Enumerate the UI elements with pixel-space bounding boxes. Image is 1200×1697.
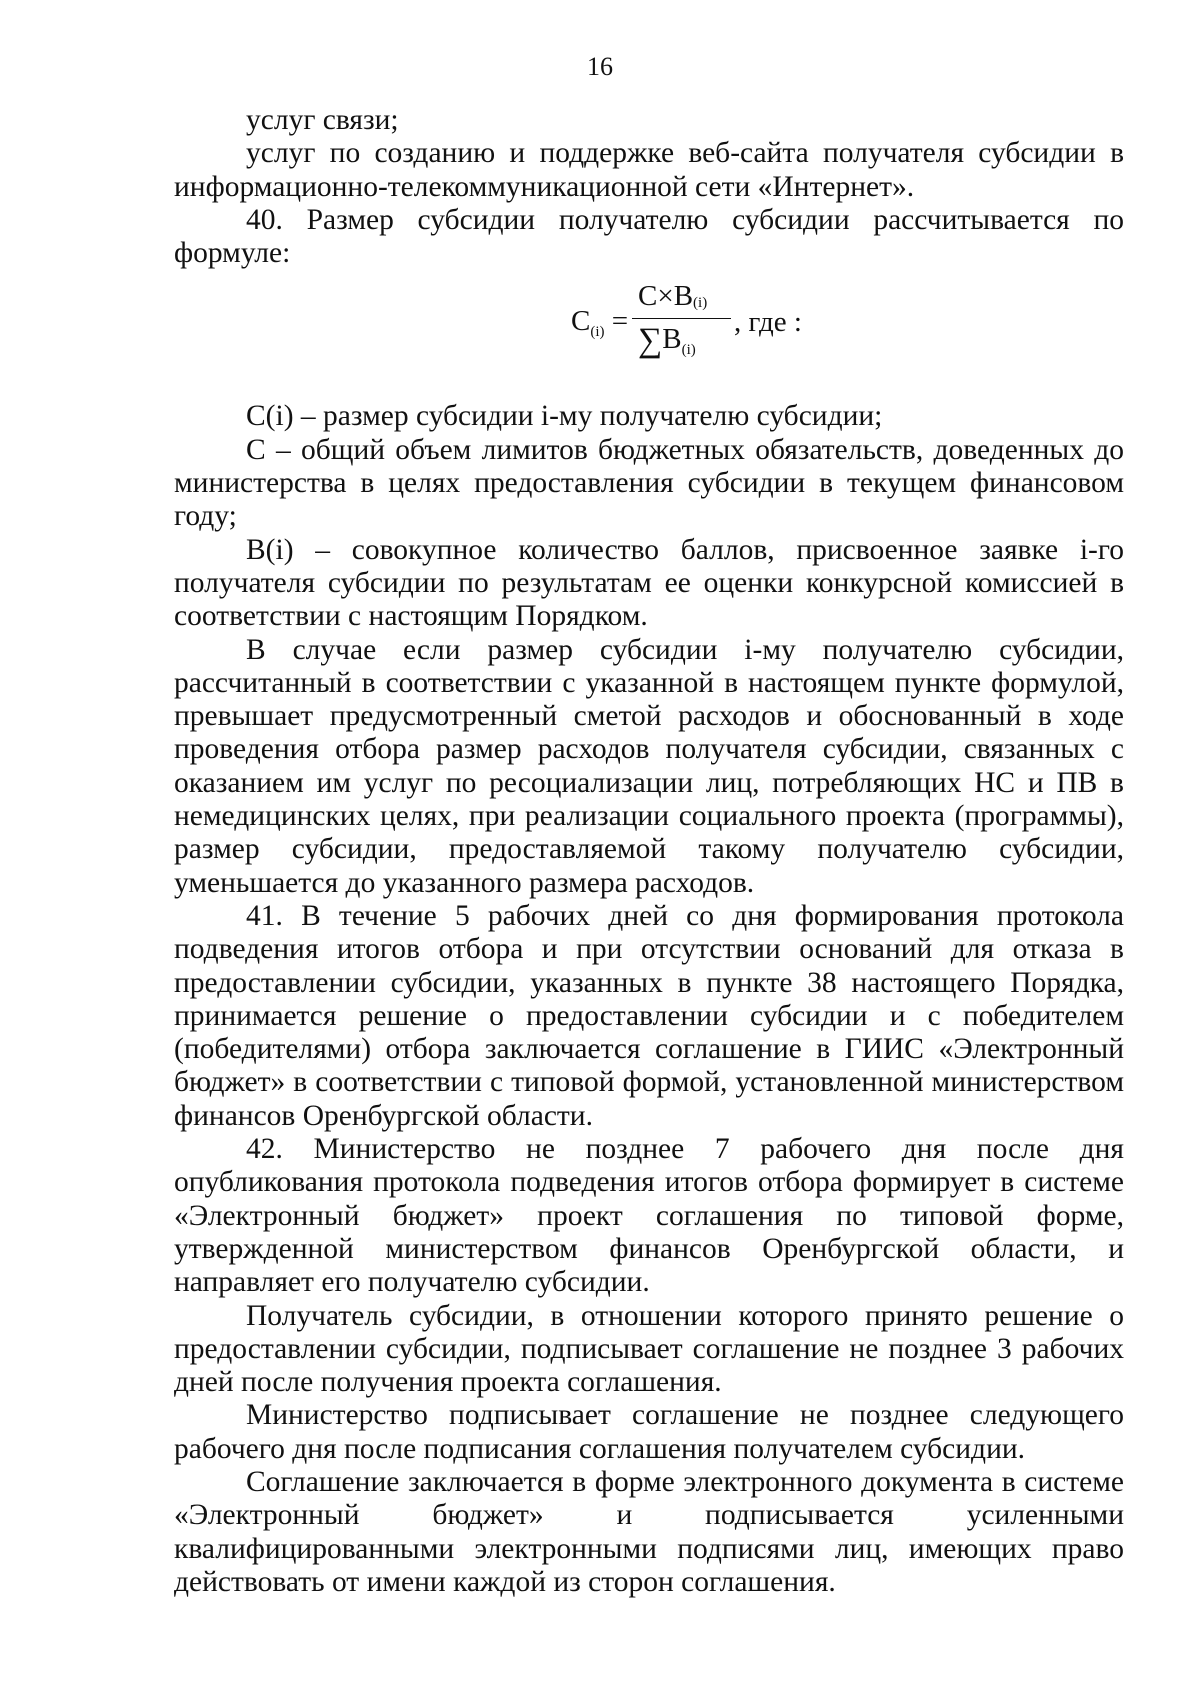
paragraph: C(i) – размер субсидии i-му получателю субсидии;: [246, 400, 883, 433]
paragraph: услуг связи;: [246, 104, 399, 136]
formula-numerator: [638, 281, 707, 316]
formula-equals: =: [611, 305, 629, 338]
paragraph: услуг по созданию и поддержке веб-сайта получателя субсидии в информационно-телекоммуникационной сети «Интернет».: [174, 137, 1124, 203]
formula-denominator-text: B: [662, 323, 682, 356]
formula-denominator: [638, 323, 696, 359]
formula-where: , где :: [734, 306, 802, 339]
formula-numerator-subscript: (i): [693, 295, 708, 312]
paragraph: Получатель субсидии, в отношении которого принято решение о предоставлении субсидии, подписывает соглашение не позднее 3 рабочих дней после получения проекта соглашения.: [174, 1299, 1124, 1399]
page-number: 16: [587, 52, 613, 81]
subsidy-formula: [174, 279, 1124, 390]
paragraph: Соглашение заключается в форме электронного документа в системе «Электронный бюджет» и подписывается усиленными квалифицированными электронными подписями лиц, имеющих право действовать от имени каждой из сторон соглашения.: [174, 1465, 1124, 1598]
paragraph: 41. В течение 5 рабочих дней со дня формирования протокола подведения итогов отбора и при отсутствии оснований для отказа в предоставлении субсидии, указанных в пункте 38 настоящего Порядка, принимается решение о предоставлении субсидии и с победителем (победителями) отбора заключается соглашение в ГИИС «Электронный бюджет» в соответствии с типовой формой, установленной министерством финансов Оренбургской области.: [174, 899, 1124, 1132]
formula-lhs-symbol: C: [571, 305, 591, 338]
formula-lhs-subscript: (i): [590, 324, 605, 341]
document-body: [174, 104, 1124, 1599]
paragraph: B(i) – совокупное количество баллов, присвоенное заявке i-го получателя субсидии по результатам ее оценки конкурсной комиссией в соответствии с настоящим Порядком.: [174, 533, 1124, 633]
formula-fraction-bar: [632, 318, 731, 319]
formula-denominator-subscript: (i): [681, 342, 696, 359]
paragraph: Министерство подписывает соглашение не позднее следующего рабочего дня после подписания соглашения получателем субсидии.: [174, 1399, 1124, 1465]
formula-numerator-text: C×B: [638, 280, 694, 313]
sum-icon: ∑: [638, 322, 663, 360]
paragraph: 42. Министерство не позднее 7 рабочего дня после дня опубликования протокола подведения итогов отбора формирует в системе «Электронный бюджет» проект соглашения по типовой форме, утвержденной министерством финансов Оренбургской области, и направляет его получателю субсидии.: [174, 1133, 1124, 1299]
paragraph: В случае если размер субсидии i-му получателю субсидии, рассчитанный в соответствии с указанной в настоящем пункте формулой, превышает предусмотренный сметой расходов и обоснованный в ходе проведения отбора размер расходов получателя субсидии, связанных с оказанием им услуг по ресоциализации лиц, потребляющих НС и ПВ в немедицинских целях, при реализации социального проекта (программы), размер субсидии, предоставляемой такому получателю субсидии, уменьшается до указанного размера расходов.: [174, 633, 1124, 899]
paragraph: 40. Размер субсидии получателю субсидии рассчитывается по формуле:: [174, 203, 1124, 270]
formula-lhs: [571, 306, 628, 341]
paragraph: C – общий объем лимитов бюджетных обязательств, доведенных до министерства в целях предоставления субсидии в текущем финансовом году;: [174, 433, 1124, 533]
